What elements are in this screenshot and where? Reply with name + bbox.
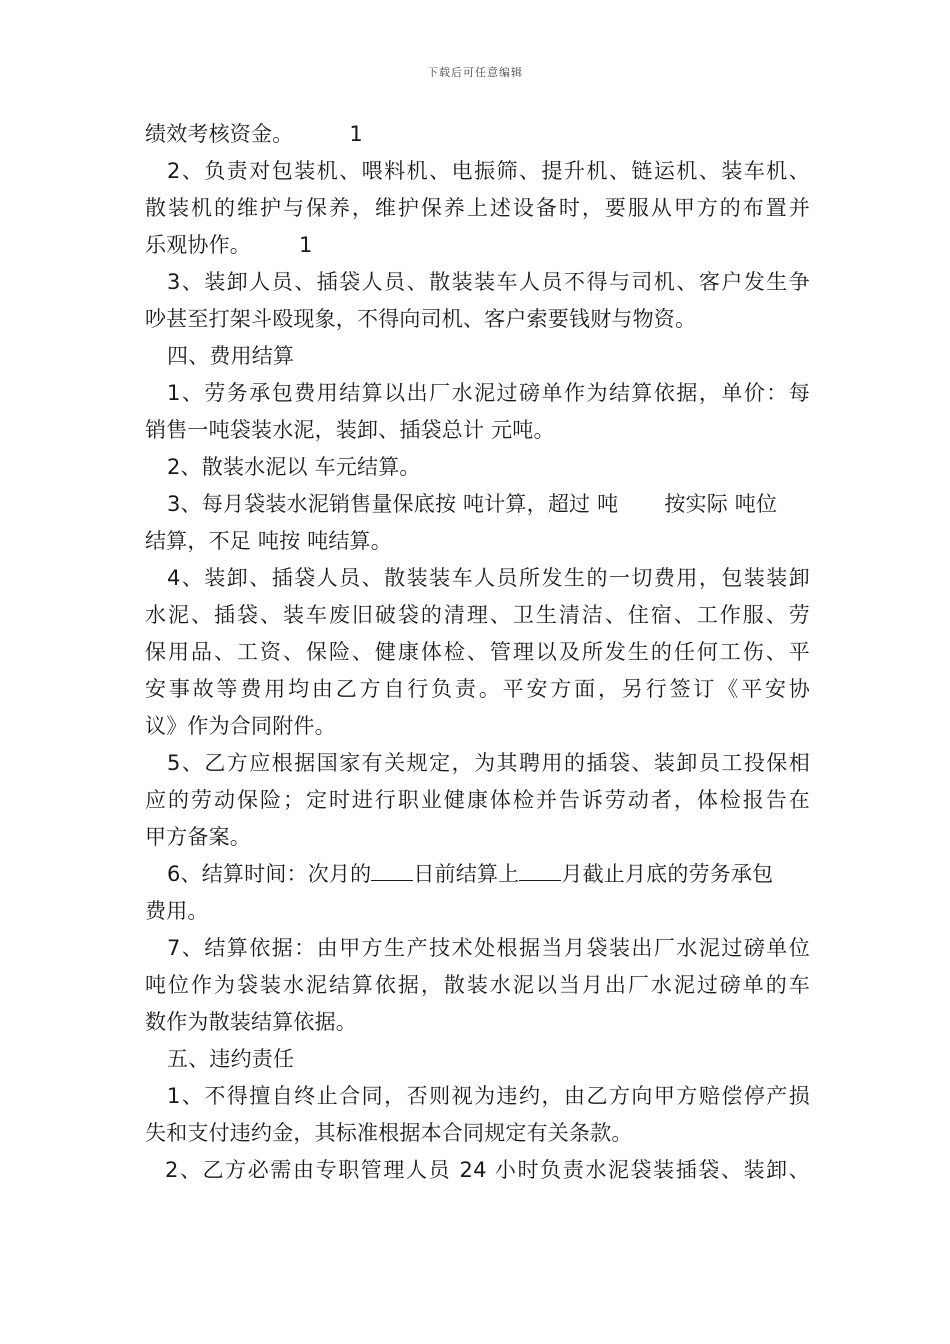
paragraph-line: 5、乙方应根据国家有关规定，为其聘用的插袋、装卸员工投保相 [167,751,810,775]
paragraph-line: 3、装卸人员、插袋人员、散装装车人员不得与司机、客户发生争 [167,270,810,294]
paragraph-line: 吨位作为袋装水泥结算依据，散装水泥以当月出厂水泥过磅单的车 [145,973,810,997]
paragraph-line: 议》作为合同附件。 [145,714,336,738]
paragraph-line: 吵甚至打架斗殴现象，不得向司机、客户索要钱财与物资。 [145,307,697,331]
paragraph-line: 甲方备案。 [145,825,251,849]
line-text: 乐观协作。 [145,233,251,257]
paragraph-line: 1、不得擅自终止合同，否则视为违约，由乙方向甲方赔偿停产损 [167,1084,810,1108]
page-marker: 1 [349,122,363,146]
paragraph-line [145,116,810,153]
line-text: 3、每月袋装水泥销售量保底按 吨计算，超过 吨 [167,492,619,516]
paragraph-line: 7、结算依据：由甲方生产技术处根据当月袋装出厂水泥过磅单位 [167,936,810,960]
paragraph-line [145,227,810,264]
line-text: 6、结算时间：次月的 [167,862,372,886]
page-marker: 1 [299,233,313,257]
line-text: 按实际 吨位 [664,492,778,516]
line-text: 绩效考核资金。 [145,122,294,146]
line-text: 日前结算上 [413,862,520,886]
fill-in-blank [371,858,413,881]
section-heading: 五、违约责任 [167,1047,295,1071]
paragraph-line: 费用。 [145,899,209,923]
line-text: 月截止月底的劳务承包 [561,862,774,886]
paragraph-line: 水泥、插袋、装车废旧破袋的清理、卫生清洁、住宿、工作服、劳 [145,603,810,627]
paragraph-line: 2、负责对包装机、喂料机、电振筛、提升机、链运机、装车机、 [167,159,810,183]
paragraph-line [145,486,810,523]
paragraph-line: 1、劳务承包费用结算以出厂水泥过磅单作为结算依据，单价：每 [167,381,810,405]
paragraph-line: 散装机的维护与保养，维护保养上述设备时，要服从甲方的布置并 [145,196,810,220]
paragraph-line: 安事故等费用均由乙方自行负责。平安方面，另行签订《平安协 [145,677,810,701]
paragraph-line [145,856,810,893]
paragraph-line: 结算，不足 吨按 吨结算。 [145,529,392,553]
page-header: 下载后可任意编辑 [427,66,523,79]
paragraph-line: 保用品、工资、保险、健康体检、管理以及所发生的任何工伤、平 [145,640,810,664]
paragraph-line: 4、装卸、插袋人员、散装装车人员所发生的一切费用，包装装卸 [167,566,810,590]
paragraph-line: 数作为散装结算依据。 [145,1010,357,1034]
paragraph-line: 销售一吨袋装水泥，装卸、插袋总计 元吨。 [145,418,555,442]
document-body [145,116,810,1189]
paragraph-line: 2、乙方必需由专职管理人员 24 小时负责水泥袋装插袋、装卸、 [165,1158,810,1182]
paragraph-line: 2、散装水泥以 车元结算。 [167,455,421,479]
section-heading: 四、费用结算 [167,344,295,368]
paragraph-line: 失和支付违约金，其标准根据本合同规定有关条款。 [145,1121,633,1145]
paragraph-line: 应的劳动保险；定时进行职业健康体检并告诉劳动者，体检报告在 [145,788,810,812]
fill-in-blank [519,858,561,881]
